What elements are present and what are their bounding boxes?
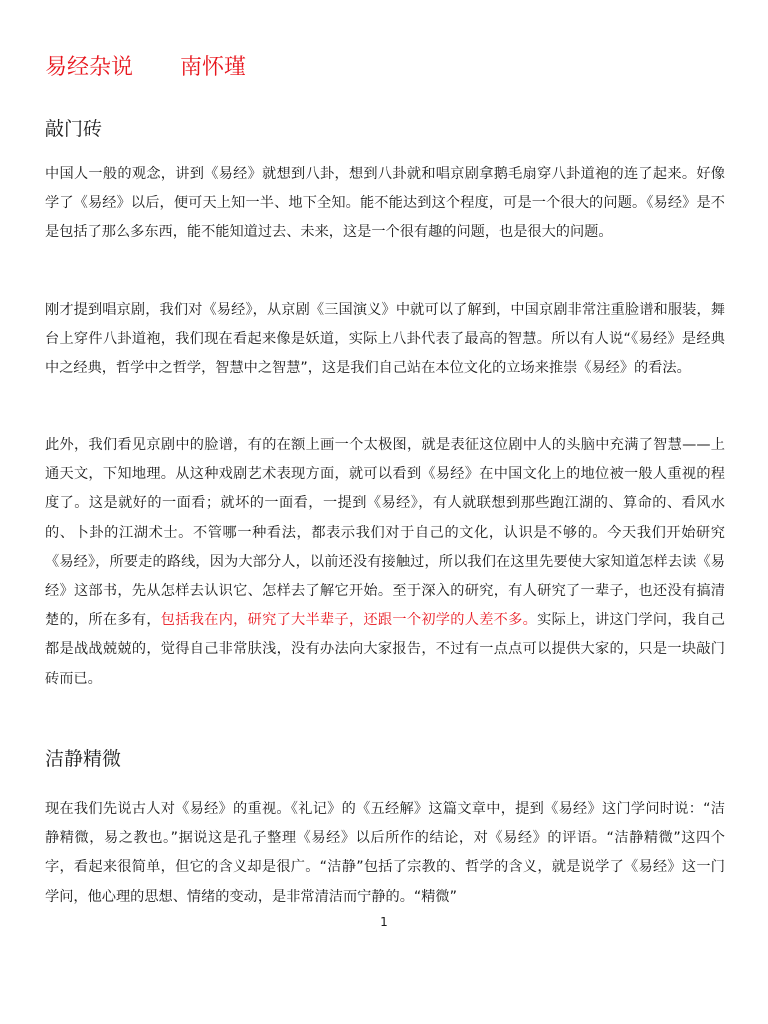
book-title: 易经杂说	[45, 55, 134, 80]
highlighted-text: 包括我在内，研究了大半辈子，还跟一个初学的人差不多。	[160, 612, 538, 629]
section-heading: 洁静精微	[45, 748, 122, 770]
section-heading: 敲门砖	[45, 118, 103, 140]
paragraph-text: 实际上，讲这门学问，我自己都是战战兢兢的，觉得自己非常肤浅，没有办法向大家报告，不过有一点点可以提供大家的，只是一块敲门砖而已。	[45, 612, 725, 687]
page-number: 1	[380, 915, 388, 929]
author-name: 南怀瑾	[180, 55, 247, 80]
paragraph: 现在我们先说古人对《易经》的重视。《礼记》的《五经解》这篇文章中，提到《易经》这门学问时说：“洁静精微，易之教也。”据说这是孔子整理《易经》以后所作的结论，对《易经》的评语。“洁静精微”这四个字，看起来很简单，但它的含义却是很广。“洁静”包括了宗教的、哲学的含义，就是说学了《易经》这一门学问，他心理的思想、情绪的变动，是非常清洁而宁静的。“精微”	[45, 801, 725, 905]
document-title	[45, 50, 246, 81]
paragraph: 中国人一般的观念，讲到《易经》就想到八卦，想到八卦就和唱京剧拿鹅毛扇穿八卦道袍的连了起来。好像学了《易经》以后，便可天上知一半、地下全知。能不能达到这个程度，可是一个很大的问题。《易经》是不是包括了那么多东西，能不能知道过去、未来，这是一个很有趣的问题，也是很大的问题。	[45, 166, 725, 241]
paragraph: 刚才提到唱京剧，我们对《易经》，从京剧《三国演义》中就可以了解到，中国京剧非常注重脸谱和服装，舞台上穿件八卦道袍，我们现在看起来像是妖道，实际上八卦代表了最高的智慧。所以有人说“《易经》是经典中之经典，哲学中之哲学，智慧中之智慧”，这是我们自己站在本位文化的立场来推崇《易经》的看法。	[45, 302, 725, 377]
paragraph-text: 此外，我们看见京剧中的脸谱，有的在额上画一个太极图，就是表征这位剧中人的头脑中充满了智慧——上通天文，下知地理。从这种戏剧艺术表现方面，就可以看到《易经》在中国文化上的地位被一般人重视的程度了。这是就好的一面看；就坏的一面看，一提到《易经》，有人就联想到那些跑江湖的、算命的、看风水的、卜卦的江湖术士。不管哪一种看法，都表示我们对于自己的文化，认识是不够的。今天我们开始研究《易经》，所要走的路线，因为大部分人，以前还没有接触过，所以我们在这里先要使大家知道怎样去读《易经》这部书，先从怎样去认识它、怎样去了解它开始。至于深入的研究，有人研究了一辈子，也还没有搞清楚的，所在多有，	[45, 437, 725, 629]
paragraph	[45, 431, 725, 694]
